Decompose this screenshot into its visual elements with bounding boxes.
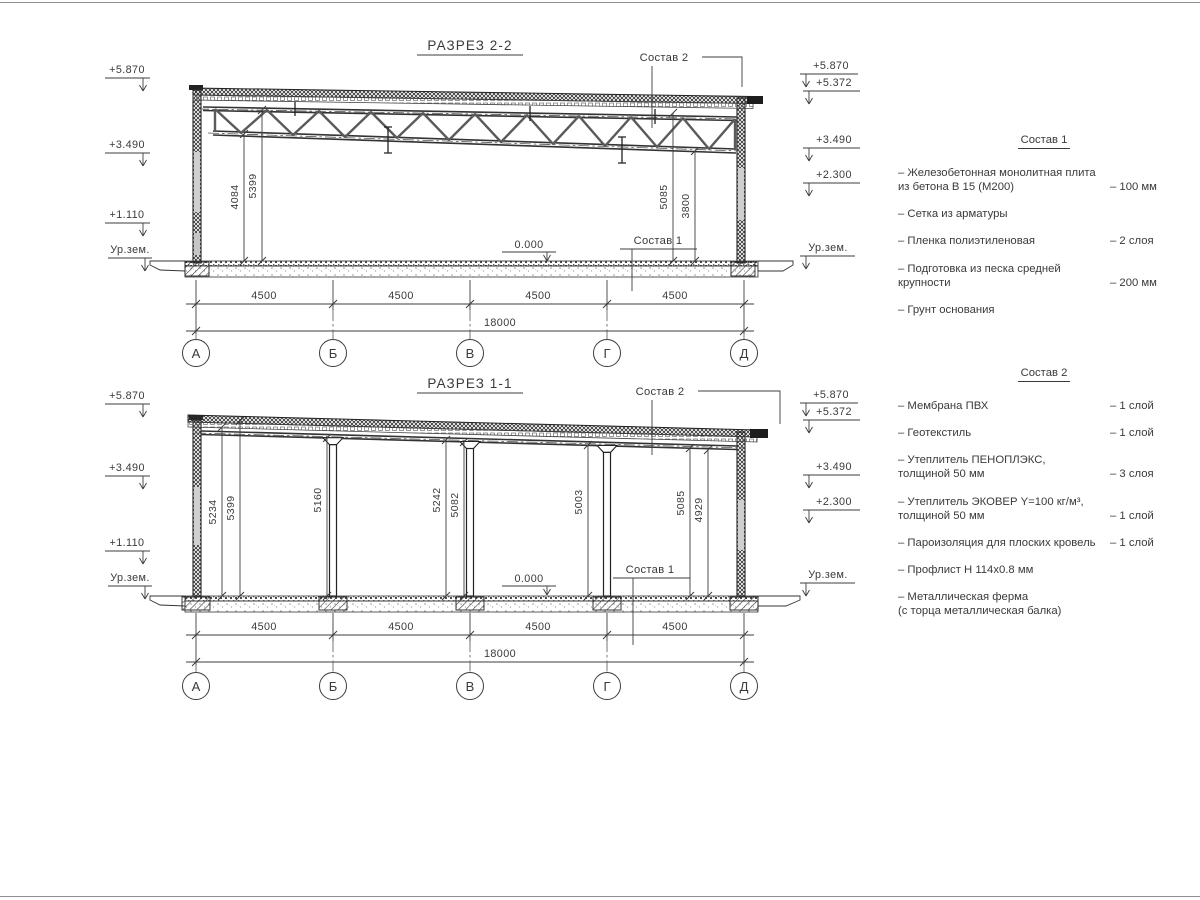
legend-item-name: – Мембрана ПВХ — [898, 400, 989, 413]
legend-item-name: – Пленка полиэтиленовая — [898, 235, 1035, 248]
legend-item-name: – Грунт основания — [898, 303, 995, 316]
legend-item-qty: – 1 слой — [1110, 400, 1154, 413]
svg-text:+5.870: +5.870 — [813, 60, 849, 72]
roof-edge-cap — [747, 96, 763, 104]
legend-item-qty: – 1 слой — [1110, 536, 1154, 549]
svg-text:+2.300: +2.300 — [816, 496, 852, 508]
section-title: РАЗРЕЗ 1-1 — [427, 376, 513, 391]
legend-item-qty: – 1 слой — [1110, 427, 1154, 440]
wall-right — [737, 432, 745, 596]
wall-footing — [185, 262, 209, 276]
zero-level-mark — [502, 573, 556, 595]
svg-text:+1.110: +1.110 — [109, 537, 145, 549]
svg-text:4500: 4500 — [662, 621, 688, 633]
legend-item-qty: – 1 слой — [1110, 509, 1154, 522]
dimension-chains — [186, 280, 754, 335]
legend-item-name: – Утеплитель ПЕНОПЛЭКС, толщиной 50 мм — [898, 454, 1046, 481]
svg-text:+3.490: +3.490 — [109, 139, 145, 151]
legend-item-qty: – 200 мм — [1110, 276, 1157, 289]
wall-footing — [731, 262, 755, 276]
dim-height: 5399 — [247, 173, 259, 199]
axis-letter: Д — [739, 679, 749, 694]
dim-height: 5242 — [431, 487, 443, 513]
svg-text:Состав 1: Состав 1 — [625, 564, 675, 576]
dim-height: 4084 — [229, 184, 241, 210]
legend-item-name: – Сетка из арматуры — [898, 208, 1008, 221]
svg-text:18000: 18000 — [483, 317, 517, 329]
svg-text:0.000: 0.000 — [514, 573, 544, 585]
svg-text:4500: 4500 — [525, 621, 551, 633]
axis-bubbles — [183, 641, 758, 700]
legend-item — [898, 590, 1190, 618]
legend-item — [898, 234, 1190, 248]
elevation-marks-right — [800, 389, 860, 596]
legend-item — [898, 453, 1190, 481]
columns — [323, 438, 617, 596]
dim-height: 5160 — [312, 487, 324, 513]
elevation-marks-left — [105, 390, 152, 599]
legend-item-name: – Железобетонная монолитная плита из бетона В 15 (М200) — [898, 167, 1096, 194]
svg-text:Ур.зем.: Ур.зем. — [808, 569, 848, 581]
svg-text:+5.372: +5.372 — [816, 406, 852, 418]
legend-item-name: – Пароизоляция для плоских кровель — [898, 536, 1096, 549]
legend-item-qty: – 2 слоя — [1110, 235, 1154, 248]
svg-text:4500: 4500 — [662, 290, 688, 302]
dim-height: 5085 — [658, 184, 670, 210]
axis-letter: А — [191, 346, 201, 361]
legend-item-name: – Утеплитель ЭКОВЕР Y=100 кг/м³, толщиной 50 мм — [898, 495, 1084, 522]
apron-left — [150, 596, 185, 606]
apron-right — [758, 261, 793, 271]
legend-item — [898, 536, 1190, 550]
svg-text:4500: 4500 — [525, 290, 551, 302]
axis-letter: В — [465, 346, 475, 361]
legend-item — [898, 262, 1190, 290]
legend-item-name: – Профлист Н 114х0.8 мм — [898, 563, 1034, 576]
svg-text:+5.372: +5.372 — [816, 77, 852, 89]
axis-letter: Г — [603, 679, 611, 694]
column — [467, 449, 474, 597]
legend-item-qty: – 100 мм — [1110, 181, 1157, 194]
legend-title: Состав 2 — [1018, 366, 1071, 382]
legend-item-name: – Геотекстиль — [898, 427, 972, 440]
svg-text:+3.490: +3.490 — [109, 462, 145, 474]
legend-item — [898, 399, 1190, 413]
svg-text:Состав 2: Состав 2 — [635, 386, 685, 398]
svg-text:+5.870: +5.870 — [109, 64, 145, 76]
dimension-chains — [186, 613, 754, 666]
svg-text:+5.870: +5.870 — [109, 390, 145, 402]
wall-left — [189, 85, 203, 263]
dim-height: 5399 — [225, 495, 237, 521]
roof-truss — [198, 102, 742, 163]
svg-text:Состав 1: Состав 1 — [633, 235, 683, 247]
elevation-marks-right — [800, 60, 860, 269]
section-1-1 — [105, 376, 860, 700]
svg-text:4500: 4500 — [388, 290, 414, 302]
footing — [182, 597, 210, 610]
legend-title: Состав 1 — [1018, 133, 1071, 149]
axis-letter: В — [465, 679, 475, 694]
elevation-marks-left — [105, 64, 152, 271]
sheet-border-bottom — [0, 896, 1200, 897]
legend-composition-2 — [898, 366, 1190, 631]
dim-height: 3800 — [680, 193, 692, 219]
column — [604, 452, 611, 596]
svg-text:Ур.зем.: Ур.зем. — [110, 244, 150, 256]
legend-composition-1 — [898, 133, 1190, 330]
axis-letter: Г — [603, 346, 611, 361]
legend-item — [898, 426, 1190, 440]
footing — [593, 597, 621, 610]
apron-left — [150, 261, 185, 271]
svg-text:+3.490: +3.490 — [816, 134, 852, 146]
column-capital — [597, 445, 617, 452]
axis-letter: Б — [328, 346, 338, 361]
svg-text:0.000: 0.000 — [514, 239, 544, 251]
section-title: РАЗРЕЗ 2-2 — [427, 38, 513, 53]
legend-item — [898, 563, 1190, 577]
legend-item — [898, 303, 1190, 317]
dim-height: 4929 — [693, 497, 705, 523]
footing — [456, 597, 484, 610]
svg-text:4500: 4500 — [251, 290, 277, 302]
footing — [319, 597, 347, 610]
legend-item — [898, 207, 1190, 221]
svg-text:+3.490: +3.490 — [816, 461, 852, 473]
svg-text:+1.110: +1.110 — [109, 209, 145, 221]
floor-slab — [150, 261, 793, 277]
sheet-border-top — [0, 2, 1200, 3]
roof-edge-cap — [750, 429, 768, 438]
dim-height: 5082 — [449, 492, 461, 518]
apron-right — [758, 596, 800, 606]
axis-letter: Д — [739, 346, 749, 361]
svg-text:4500: 4500 — [251, 621, 277, 633]
zero-level-mark — [502, 239, 556, 261]
legend-item — [898, 166, 1190, 194]
column — [330, 445, 337, 596]
wall-right — [737, 98, 745, 263]
axis-bubbles — [183, 310, 758, 367]
svg-text:Состав 2: Состав 2 — [639, 52, 689, 64]
svg-text:4500: 4500 — [388, 621, 414, 633]
legend-item-qty: – 3 слоя — [1110, 468, 1154, 481]
svg-text:18000: 18000 — [483, 648, 517, 660]
legend-item-name: – Металлическая ферма (с торца металлическая балка) — [898, 590, 1062, 618]
axis-letter: А — [191, 679, 201, 694]
footing — [730, 597, 758, 610]
dim-height: 5085 — [675, 490, 687, 516]
axis-letter: Б — [328, 679, 338, 694]
dim-height: 5234 — [207, 499, 219, 525]
svg-text:Ур.зем.: Ур.зем. — [808, 242, 848, 254]
chord-splice — [618, 137, 626, 163]
legend-item-name: – Подготовка из песка средней крупности — [898, 262, 1061, 289]
svg-text:+5.870: +5.870 — [813, 389, 849, 401]
wall-left — [189, 415, 203, 596]
roof-layers — [193, 88, 763, 109]
svg-text:Ур.зем.: Ур.зем. — [110, 572, 150, 584]
legend-item — [898, 495, 1190, 523]
floor-slab — [150, 596, 800, 612]
dim-height: 5003 — [573, 489, 585, 515]
section-2-2 — [105, 38, 860, 367]
svg-text:+2.300: +2.300 — [816, 169, 852, 181]
